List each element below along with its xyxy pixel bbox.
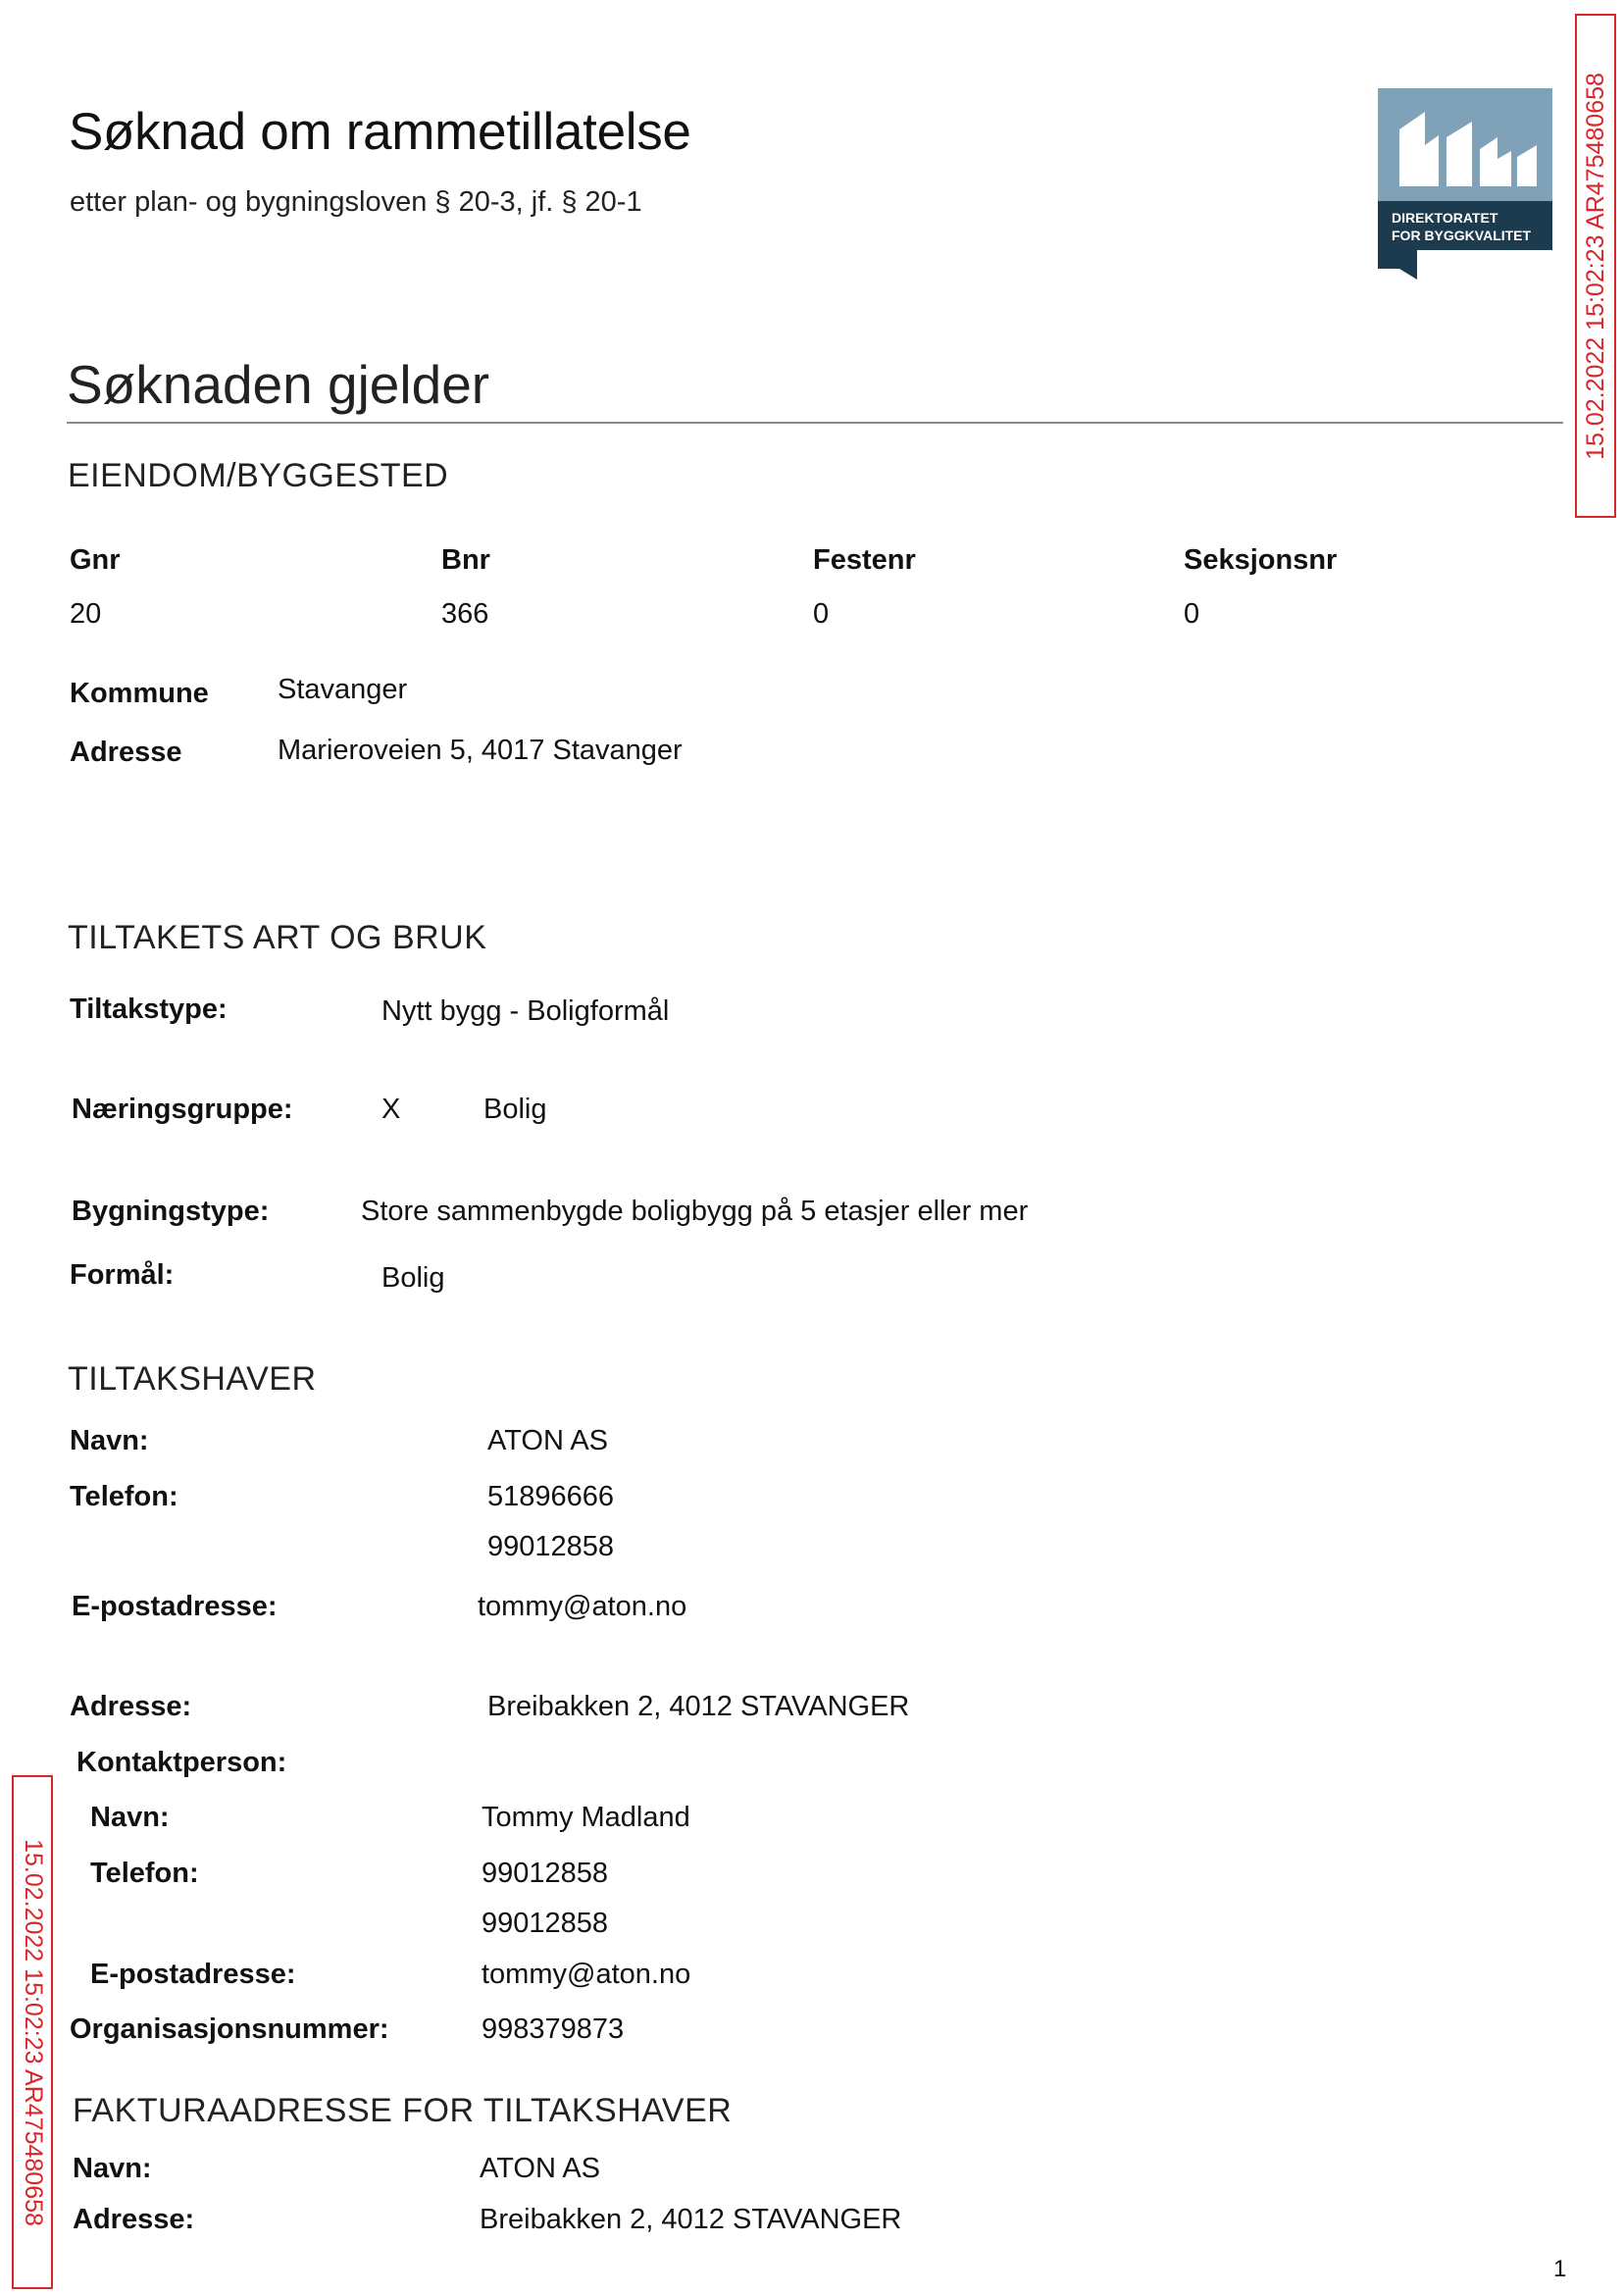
bnr-value: 366	[441, 598, 489, 630]
archive-stamp-left	[12, 1775, 53, 2289]
page-number: 1	[1553, 2256, 1567, 2282]
kp-navn-value: Tommy Madland	[482, 1802, 690, 1833]
section-heading-soknaden: Søknaden gjelder	[67, 354, 490, 415]
kp-epost-label: E-postadresse:	[90, 1959, 296, 1990]
gnr-label: Gnr	[70, 544, 121, 576]
faktura-navn-label: Navn:	[73, 2153, 152, 2184]
kommune-label: Kommune	[70, 678, 209, 709]
faktura-adresse-value: Breibakken 2, 4012 STAVANGER	[480, 2204, 902, 2235]
archive-stamp-top	[1575, 14, 1616, 518]
festenr-value: 0	[813, 598, 830, 630]
section-tiltak: TILTAKETS ART OG BRUK	[68, 919, 487, 956]
section-tiltakshaver: TILTAKSHAVER	[68, 1360, 317, 1398]
th-epost-value: tommy@aton.no	[478, 1591, 687, 1622]
kp-telefon-label: Telefon:	[90, 1858, 199, 1889]
logo-text-line1: DIREKTORATET	[1392, 210, 1498, 226]
kp-telefon-value-1: 99012858	[482, 1858, 609, 1889]
naeringsgruppe-label: Næringsgruppe:	[72, 1094, 293, 1125]
stamp-text-top: 15.02.2022 15:02:23 AR475480658	[1581, 72, 1609, 460]
formal-label: Formål:	[70, 1259, 175, 1291]
kp-telefon-value-2: 99012858	[482, 1908, 609, 1939]
bygningstype-value: Store sammenbygde boligbygg på 5 etasjer eller mer	[361, 1196, 1029, 1227]
faktura-navn-value: ATON AS	[480, 2153, 601, 2184]
naeringsgruppe-value: Bolig	[483, 1094, 547, 1125]
kp-epost-value: tommy@aton.no	[482, 1959, 691, 1990]
page-title: Søknad om rammetillatelse	[69, 103, 691, 161]
th-adresse-value: Breibakken 2, 4012 STAVANGER	[487, 1691, 910, 1722]
th-telefon-value-2: 99012858	[487, 1531, 615, 1562]
formal-value: Bolig	[381, 1262, 445, 1294]
bnr-label: Bnr	[441, 544, 490, 576]
dibk-logo	[1378, 88, 1552, 280]
page-subtitle: etter plan- og bygningsloven § 20-3, jf. § 20-1	[70, 186, 642, 218]
logo-text-line2: FOR BYGGKVALITET	[1392, 228, 1532, 243]
orgnr-label: Organisasjonsnummer:	[70, 2014, 389, 2045]
heading-divider	[67, 422, 1563, 424]
orgnr-value: 998379873	[482, 2014, 625, 2045]
th-epost-label: E-postadresse:	[72, 1591, 278, 1622]
th-adresse-label: Adresse:	[70, 1691, 192, 1722]
naeringsgruppe-code: X	[381, 1094, 401, 1125]
seksjonsnr-label: Seksjonsnr	[1184, 544, 1338, 576]
stamp-text-left: 15.02.2022 15:02:23 AR475480658	[19, 1838, 47, 2226]
festenr-label: Festenr	[813, 544, 916, 576]
kommune-value: Stavanger	[278, 674, 408, 705]
section-faktura: FAKTURAADRESSE FOR TILTAKSHAVER	[73, 2092, 733, 2129]
kp-navn-label: Navn:	[90, 1802, 170, 1833]
th-telefon-label: Telefon:	[70, 1481, 178, 1512]
gnr-value: 20	[70, 598, 102, 630]
adresse-value: Marieroveien 5, 4017 Stavanger	[278, 735, 683, 766]
th-navn-label: Navn:	[70, 1425, 149, 1456]
section-eiendom: EIENDOM/BYGGESTED	[68, 457, 449, 494]
tiltakstype-value: Nytt bygg - Boligformål	[381, 995, 670, 1027]
adresse-label: Adresse	[70, 737, 182, 768]
seksjonsnr-value: 0	[1184, 598, 1200, 630]
bygningstype-label: Bygningstype:	[72, 1196, 270, 1227]
th-telefon-value-1: 51896666	[487, 1481, 615, 1512]
tiltakstype-label: Tiltakstype:	[70, 994, 228, 1025]
faktura-adresse-label: Adresse:	[73, 2204, 195, 2235]
kontaktperson-label: Kontaktperson:	[76, 1747, 287, 1778]
th-navn-value: ATON AS	[487, 1425, 609, 1456]
